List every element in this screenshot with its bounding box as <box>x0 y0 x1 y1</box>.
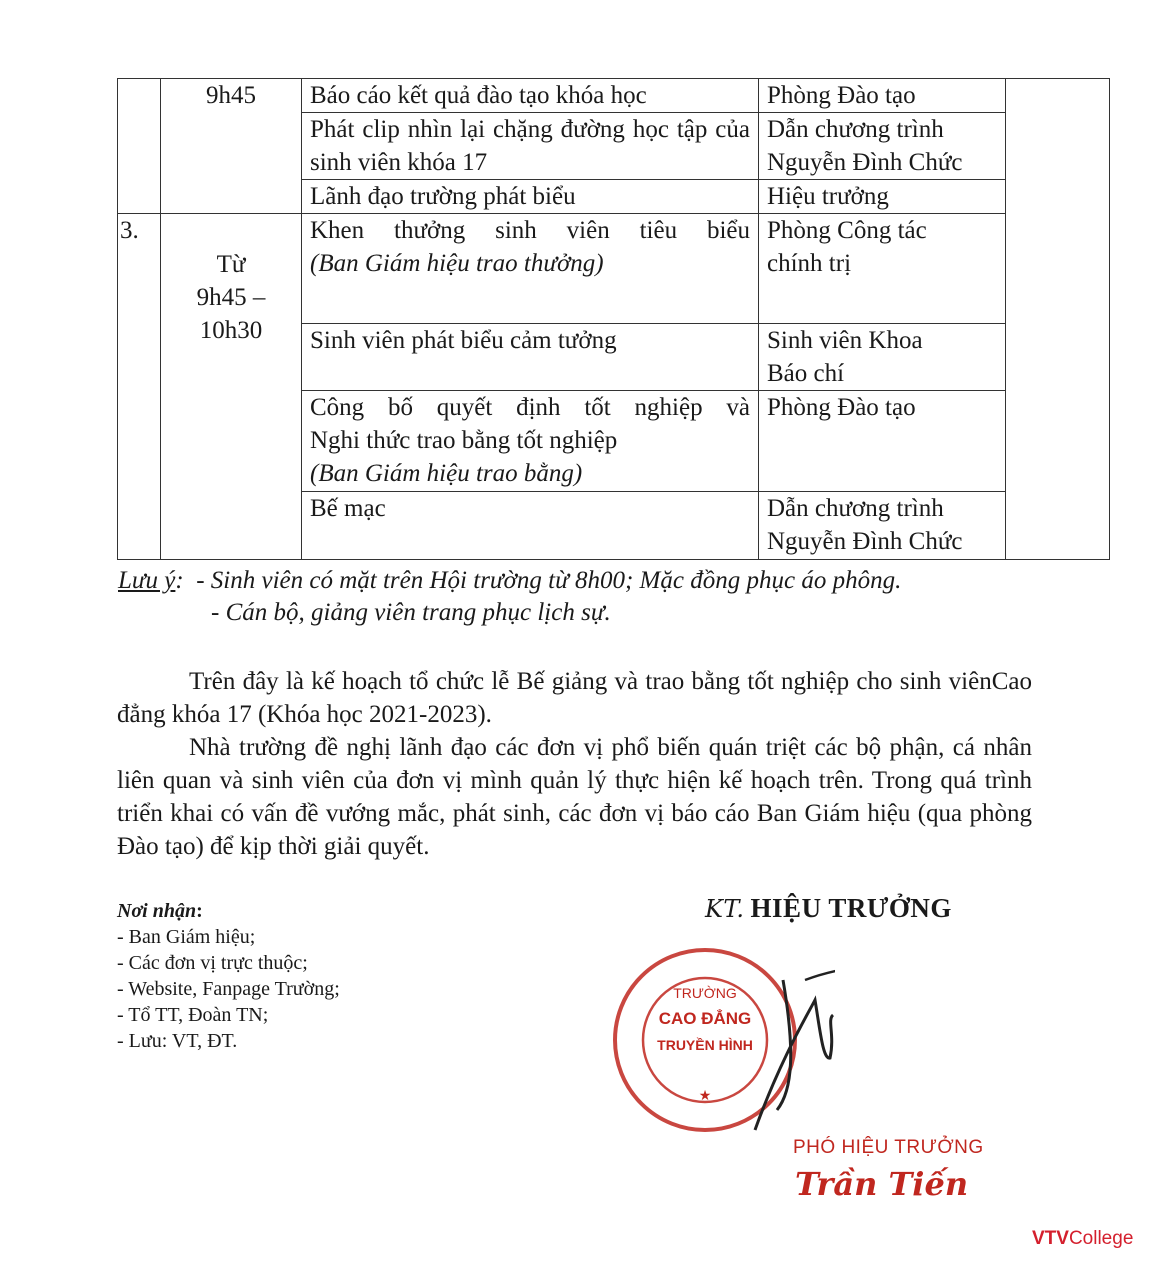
cell-time <box>161 214 302 560</box>
person-text: Nguyễn Đình Chức <box>767 528 963 555</box>
cell-content <box>302 492 759 560</box>
content-text: Lãnh đạo trường phát biểu <box>310 183 576 210</box>
signature-title <box>705 893 952 924</box>
person-text: Dẫn chương trình <box>767 116 944 143</box>
recipient-item: - Lưu: VT, ĐT. <box>117 1030 238 1052</box>
person-text: Phòng Đào tạo <box>767 394 916 421</box>
recipient-item: - Các đơn vị trực thuộc; <box>117 952 308 974</box>
signature-stroke <box>805 967 835 980</box>
person-text: Báo chí <box>767 360 845 387</box>
cell-note <box>1006 79 1110 560</box>
signature-position: PHÓ HIỆU TRƯỞNG <box>793 1137 984 1158</box>
cell-time <box>161 79 302 214</box>
content-text: Phát clip nhìn lại chặng đường học tập của sinh viên khóa 17 <box>310 116 750 176</box>
person-text: Nguyễn Đình Chức <box>767 149 963 176</box>
content-note: (Ban Giám hiệu trao bằng) <box>310 460 583 487</box>
row-number: 3. <box>120 217 139 244</box>
note-line-2 <box>211 598 611 628</box>
cell-num <box>118 214 161 560</box>
content-text: Nghi thức trao bằng tốt nghiệp <box>310 427 618 454</box>
table-row <box>118 79 1110 113</box>
cell-person <box>759 391 1006 492</box>
logo-college: College <box>1068 1228 1134 1249</box>
time-text: 10h30 <box>199 317 263 344</box>
cell-num <box>118 79 161 214</box>
body-paragraph: Nhà trường đề nghị lãnh đạo các đơn vị phổ biến quán triệt các bộ phận, cá nhân liên quan và sinh viên của đơn vị mình quản lý thực hiện kế hoạch trên. Trong quá trình triển khai có vấn đề vướng mắc, phát sinh, các đơn vị báo cáo Ban Giám hiệu (qua phòng Đào tạo) để kịp thời giải quyết. <box>117 734 1032 860</box>
cell-person <box>759 492 1006 560</box>
content-text: Báo cáo kết quả đào tạo khóa học <box>310 82 647 109</box>
recipient-item: - Tổ TT, Đoàn TN; <box>117 1004 269 1026</box>
table-row <box>118 214 1110 324</box>
content-text: Khen thưởng sinh viên tiêu biểu <box>310 217 750 244</box>
vtv-college-logo <box>1032 1228 1133 1250</box>
content-note: (Ban Giám hiệu trao thưởng) <box>310 250 604 277</box>
cell-content <box>302 324 759 391</box>
stamp-text: TRUYỀN HÌNH <box>657 1037 753 1053</box>
content-text: Bế mạc <box>310 495 386 522</box>
note-line-1: Lưu ý: - Sinh viên có mặt trên Hội trường từ 8h00; Mặc đồng phục áo phông. <box>118 567 902 594</box>
recipient-item: - Website, Fanpage Trường; <box>117 978 340 1000</box>
note-label: Lưu ý <box>118 567 176 594</box>
signature-name: Trần Tiến <box>795 1165 969 1203</box>
schedule-table <box>117 78 1110 560</box>
cell-content <box>302 391 759 492</box>
signature-title-text: HIỆU TRƯỞNG <box>750 893 952 923</box>
note-text: - Sinh viên có mặt trên Hội trường từ 8h00; Mặc đồng phục áo phông. <box>196 567 902 594</box>
svg-text:★: ★ <box>698 1089 712 1104</box>
cell-person <box>759 324 1006 391</box>
time-text: 9h45 – <box>196 284 266 311</box>
cell-person <box>759 214 1006 324</box>
cell-content <box>302 214 759 324</box>
cell-content <box>302 79 759 113</box>
cell-person <box>759 180 1006 214</box>
person-text: Hiệu trưởng <box>767 183 889 210</box>
logo-vtv: VTV <box>1032 1228 1069 1249</box>
content-text: Công bố quyết định tốt nghiệp và <box>310 394 750 421</box>
recipients-title: Nơi nhận <box>117 900 197 922</box>
stamp-text: TRƯỜNG <box>673 985 737 1001</box>
person-text: Sinh viên Khoa <box>767 327 923 354</box>
stamp-seal <box>605 940 835 1140</box>
person-text: Phòng Công tác <box>767 217 927 244</box>
time-text: 9h45 <box>206 82 256 109</box>
time-text: Từ <box>216 251 246 278</box>
body-paragraph: Trên đây là kế hoạch tổ chức lễ Bế giảng và trao bằng tốt nghiệp cho sinh viênCao đẳng khóa 17 (Khóa học 2021-2023). <box>117 668 1032 728</box>
cell-content <box>302 180 759 214</box>
person-text: Dẫn chương trình <box>767 495 944 522</box>
cell-content <box>302 113 759 180</box>
person-text: Phòng Đào tạo <box>767 82 916 109</box>
cell-person <box>759 113 1006 180</box>
recipients: Nơi nhận: - Ban Giám hiệu; - Các đơn vị trực thuộc; - Website, Fanpage Trường; - Tổ TT, Đoàn TN; - Lưu: VT, ĐT. <box>117 900 340 1052</box>
person-text: chính trị <box>767 250 852 277</box>
content-text: Sinh viên phát biểu cảm tưởng <box>310 327 617 354</box>
cell-person <box>759 79 1006 113</box>
signature-prefix: KT. <box>705 895 745 923</box>
note-text: - Cán bộ, giảng viên trang phục lịch sự. <box>211 599 611 626</box>
stamp-text: CAO ĐẲNG <box>658 1009 752 1028</box>
recipient-item: - Ban Giám hiệu; <box>117 926 256 948</box>
